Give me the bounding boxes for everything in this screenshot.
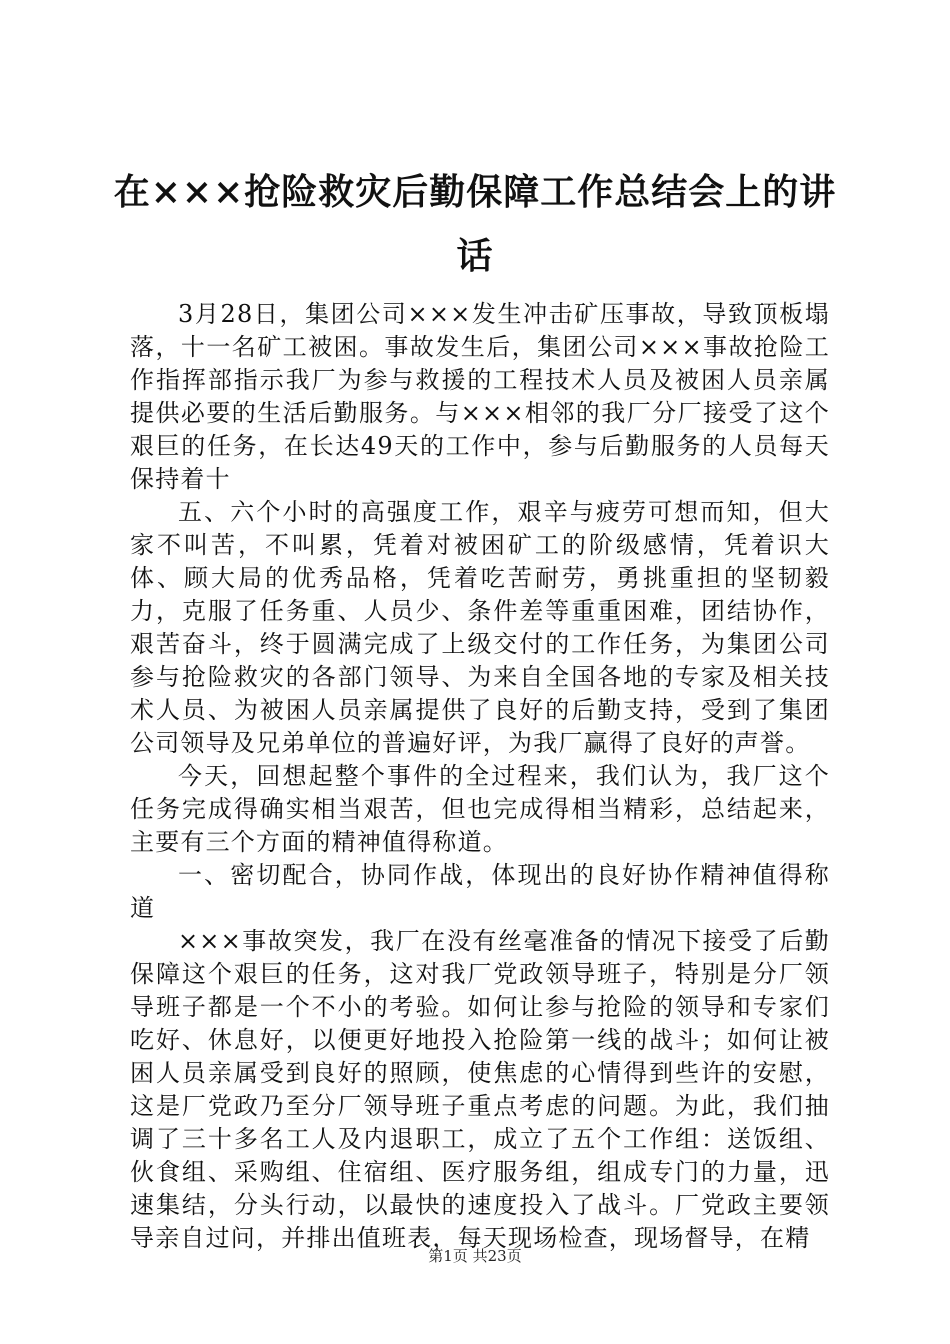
- paragraph: 五、六个小时的高强度工作，艰辛与疲劳可想而知，但大家不叫苦，不叫累，凭着对被困矿工的阶级感情，凭着识大体、顾大局的优秀品格，凭着吃苦耐劳，勇挑重担的坚韧毅力，克服了任务重、人员少、条件差等重重困难，团结协作，艰苦奋斗，终于圆满完成了上级交付的工作任务，为集团公司参与抢险救灾的各部门领导、为来自全国各地的专家及相关技术人员、为被困人员亲属提供了良好的后勤支持，受到了集团公司领导及兄弟单位的普遍好评，为我厂赢得了良好的声誉。: [130, 498, 830, 757]
- paragraph: 今天，回想起整个事件的全过程来，我们认为，我厂这个任务完成得确实相当艰苦，但也完成得相当精彩，总结起来，主要有三个方面的精神值得称道。: [130, 762, 830, 856]
- section-heading: 一、密切配合，协同作战，体现出的良好协作精神值得称道: [130, 861, 830, 922]
- paragraph: ×××事故突发，我厂在没有丝毫准备的情况下接受了后勤保障这个艰巨的任务，这对我厂党政领导班子，特别是分厂领导班子都是一个不小的考验。如何让参与抢险的领导和专家们吃好、休息好，以便更好地投入抢险第一线的战斗；如何让被困人员亲属受到良好的照顾，使焦虑的心情得到些许的安慰，这是厂党政乃至分厂领导班子重点考虑的问题。为此，我们抽调了三十多名工人及内退职工，成立了五个工作组：送饭组、伙食组、采购组、住宿组、医疗服务组，组成专门的力量，迅速集结，分头行动，以最快的速度投入了战斗。厂党政主要领导亲自过问，并排出值班表，每天现场检查，现场督导，在精: [130, 927, 830, 1252]
- page-footer: 第1页 共23页: [428, 1247, 522, 1265]
- document-title: 在×××抢险救灾后勤保障工作总结会上的讲话: [113, 171, 837, 277]
- document-body: [130, 298, 830, 1255]
- paragraph: 3月28日，集团公司×××发生冲击矿压事故，导致顶板塌落，十一名矿工被困。事故发生后，集团公司×××事故抢险工作指挥部指示我厂为参与救援的工程技术人员及被困人员亲属提供必要的生活后勤服务。与×××相邻的我厂分厂接受了这个艰巨的任务，在长达49天的工作中，参与后勤服务的人员每天保持着十: [130, 300, 830, 493]
